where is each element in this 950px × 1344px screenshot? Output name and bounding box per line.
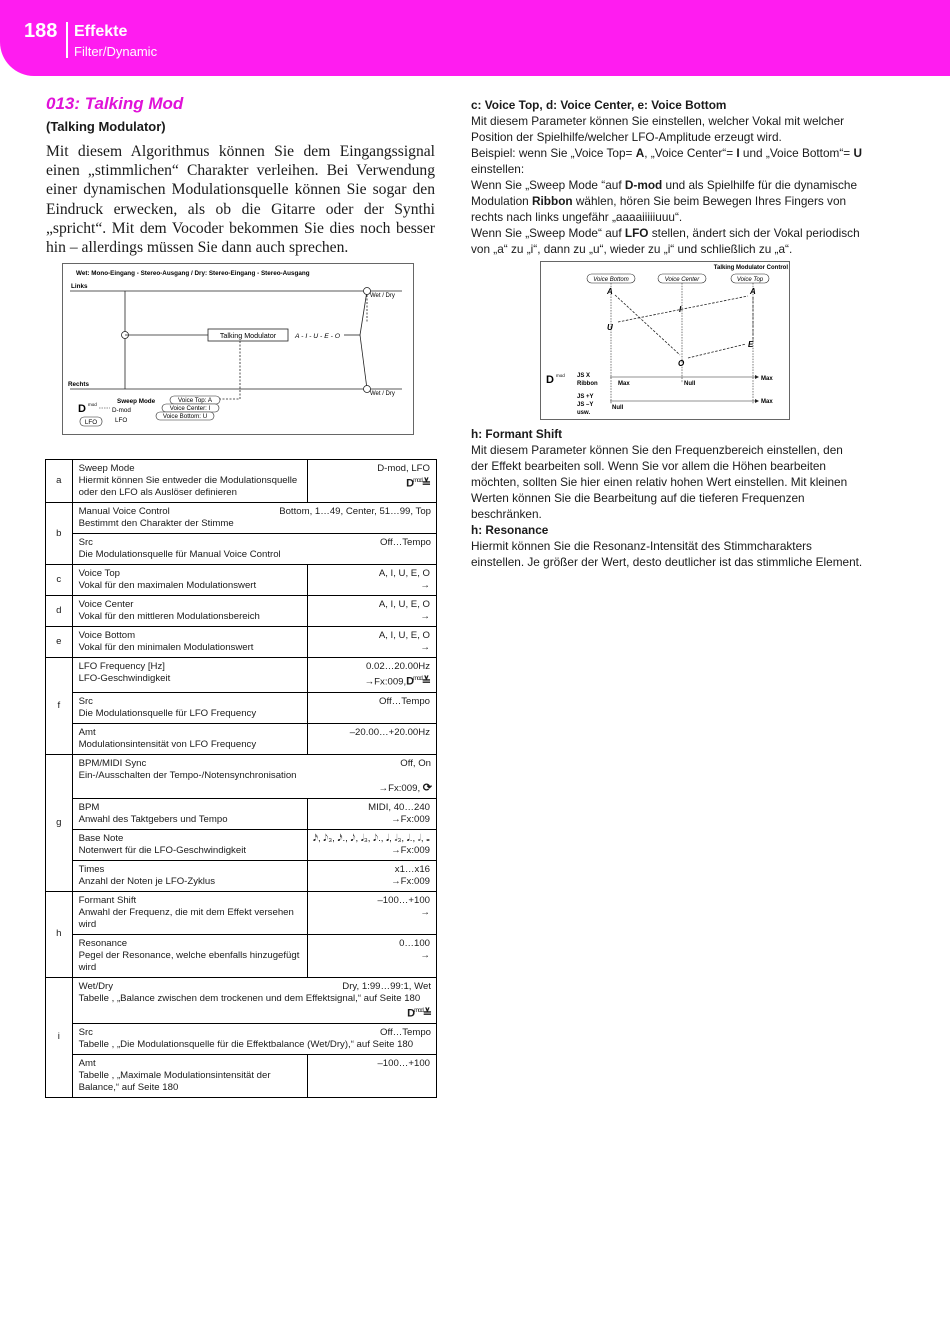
param-value-cell: [307, 692, 436, 723]
parameter-table: [45, 459, 437, 1098]
usw-label: usw.: [577, 410, 591, 416]
chapter-title: Effekte: [74, 23, 128, 40]
table-row: [46, 565, 437, 596]
param-name: Sweep Mode: [78, 463, 135, 474]
table-row: [46, 891, 437, 934]
param-name: Amt: [78, 1058, 96, 1070]
js-plus-y-label: JS +Y: [577, 394, 594, 400]
section-head-voice: c: Voice Top, d: Voice Center, e: Voice Bottom: [471, 98, 727, 112]
param-value: Off…Tempo: [379, 1027, 431, 1039]
param-value-cell: [307, 1055, 436, 1098]
section-head-resonance: h: Resonance: [471, 523, 549, 537]
param-cell: [72, 658, 307, 693]
param-cell: [72, 1024, 436, 1055]
param-value-cell: [307, 565, 436, 596]
param-value: A, I, U, E, O: [378, 630, 430, 641]
param-name: Times: [78, 863, 105, 875]
param-desc: Bestimmt den Charakter der Stimme: [78, 518, 234, 529]
param-letter: d: [46, 596, 73, 627]
param-value-cell: [307, 860, 436, 891]
param-value: A, I, U, E, O: [378, 599, 430, 610]
param-letter: h: [46, 891, 73, 977]
param-value: Off…Tempo: [379, 537, 431, 548]
param-name: Voice Top: [78, 568, 120, 579]
param-extra: →Fx:009,: [364, 676, 407, 688]
talking-modulator-control-diagram: [540, 261, 790, 420]
voice-bottom-pill: Voice Bottom: [593, 277, 629, 283]
table-row: [46, 1024, 437, 1055]
ribbon-label: Ribbon: [577, 381, 598, 387]
table-row: [46, 977, 437, 1024]
param-name: Voice Bottom: [78, 630, 136, 641]
diagram-rechts-label: Rechts: [68, 381, 89, 388]
param-value: MIDI, 40…240: [368, 801, 430, 813]
param-extra: →: [420, 642, 430, 653]
param-value-cell: [307, 829, 436, 860]
param-value: 0.02…20.00Hz: [366, 661, 430, 672]
param-value-cell: [307, 460, 436, 503]
header-banner: [0, 0, 950, 76]
paragraph-resonance: Hiermit können Sie die Resonanz-Intensität des Stimmcharakters einstellen. Je größer der Wert, desto deutlicher ist das stimmliche Element.: [471, 539, 863, 569]
param-desc: Die Modulationsquelle für LFO Frequency: [78, 707, 257, 719]
param-name: LFO Frequency [Hz]: [78, 661, 165, 672]
param-name: Amt: [78, 726, 96, 738]
param-cell: [72, 860, 307, 891]
dmod-icon: $D^{mod}≚$: [407, 1007, 431, 1020]
sweep-mode-label: Sweep Mode: [117, 398, 156, 405]
param-desc: Anwahl der Frequenz, die mit dem Effekt versehen wird: [78, 906, 294, 930]
param-name: Resonance: [78, 937, 128, 949]
param-cell: [72, 692, 307, 723]
param-value: 𝅘𝅥𝅯, 𝅘𝅥𝅮₃, 𝅘𝅥𝅯., 𝅘𝅥𝅮, 𝅘𝅥₃, 𝅘𝅥𝅮., 𝅘𝅥, 𝅗𝅥₃, 𝅘𝅥., 𝅗𝅥, 𝅝: [312, 832, 430, 844]
param-cell: [72, 534, 436, 565]
param-letter: b: [46, 503, 73, 565]
null-label: Null: [684, 381, 696, 387]
table-row: [46, 798, 437, 829]
param-value-cell: [307, 658, 436, 693]
param-letter: f: [46, 658, 73, 755]
right-column-text: [471, 97, 863, 257]
param-value-cell: [307, 627, 436, 658]
null-label-bottom: Null: [612, 405, 624, 411]
table-row: [46, 860, 437, 891]
param-cell: [72, 934, 307, 977]
param-desc: Hiermit können Sie entweder die Modulationsquelle oder den LFO als Auslöser definieren: [78, 475, 298, 498]
param-extra: →: [420, 611, 430, 622]
param-desc: Modulationsintensität von LFO Frequency: [78, 738, 257, 750]
voice-bottom-label: Voice Bottom: U: [162, 413, 208, 420]
param-letter: c: [46, 565, 73, 596]
param-cell: [72, 503, 436, 534]
max-label-left: Max: [618, 381, 630, 387]
subchapter-title: Filter/Dynamic: [74, 44, 158, 59]
param-name: Wet/Dry: [78, 980, 114, 992]
table-row: [46, 534, 437, 565]
param-value-cell: [307, 798, 436, 829]
vowel-e: E: [748, 340, 754, 349]
param-value: A, I, U, E, O: [378, 568, 430, 579]
param-name: Src: [78, 695, 93, 707]
param-name: Base Note: [78, 832, 124, 844]
param-desc: Ein-/Ausschalten der Tempo-/Notensynchronisation: [78, 769, 297, 781]
dmod-icon: $D^{mod}≚$: [406, 675, 430, 688]
paragraph-formant: Mit diesem Parameter können Sie den Frequenzbereich einstellen, den der Effekt bearbeiten soll. Wenn Sie vor allem die Höhen bearbeiten möchten, sollten Sie hier einen relativ hohen Wert einstellen. Mit kleinen Werten können Sie die Bearbeitung auf die tieferen Frequenzen beschränken.: [471, 443, 848, 521]
param-cell: [72, 723, 307, 754]
param-desc: Die Modulationsquelle für Manual Voice Control: [78, 549, 281, 560]
param-value: Dry, 1:99…99:1, Wet: [342, 980, 431, 992]
param-name: Src: [78, 537, 93, 548]
param-cell: [72, 596, 307, 627]
param-desc: Anzahl der Noten je LFO-Zyklus: [78, 875, 216, 887]
param-cell: [72, 977, 436, 1024]
param-desc: Vokal für den minimalen Modulationswert: [78, 642, 254, 653]
voice-top-pill: Voice Top: [736, 277, 764, 283]
param-value: 0…100: [399, 937, 430, 949]
param-letter: i: [46, 977, 73, 1098]
param-value: x1…x16: [394, 863, 430, 875]
param-desc: Tabelle , „Maximale Modulationsintensität der Balance,“ auf Seite 180: [78, 1070, 271, 1094]
param-value: –100…+100: [377, 894, 430, 906]
paragraph-voice-intro: Mit diesem Parameter können Sie einstellen, welcher Vokal mit welcher Position der Spielhilfe/welcher LFO-Amplitude erzeugt wird.: [471, 114, 845, 144]
table-row: [46, 627, 437, 658]
param-extra: →Fx:009,: [378, 782, 421, 794]
table-row: [46, 596, 437, 627]
dmod-label: D-mod: [112, 407, 131, 414]
param-value-cell: [307, 596, 436, 627]
param-name: BPM: [78, 801, 100, 813]
param-desc: Tabelle , „Die Modulationsquelle für die Effektbalance (Wet/Dry),“ auf Seite 180: [78, 1039, 414, 1051]
table-row: [46, 934, 437, 977]
param-desc: Vokal für den mittleren Modulationsbereich: [78, 611, 260, 622]
table-row: [46, 503, 437, 534]
param-desc: Pegel der Resonance, welche ebenfalls hinzugefügt wird: [78, 949, 300, 973]
param-value: Off, On: [400, 757, 431, 769]
param-desc: Vokal für den maximalen Modulationswert: [78, 580, 257, 591]
param-value: –100…+100: [377, 1058, 430, 1070]
diagram-top-label: Wet: Mono-Eingang - Stereo-Ausgang / Dry: Stereo-Eingang - Stereo-Ausgang: [76, 270, 310, 277]
param-cell: [72, 460, 307, 503]
lfo-label: LFO: [115, 417, 128, 424]
max-label-right-1: Max: [761, 376, 773, 382]
lfo-box-label: LFO: [84, 419, 98, 426]
param-value-cell: [307, 934, 436, 977]
page-number: 188: [24, 20, 58, 42]
table-row: [46, 723, 437, 754]
param-name: Voice Center: [78, 599, 134, 610]
header-divider: [66, 22, 68, 58]
param-extra: →: [420, 949, 430, 961]
param-value: D-mod, LFO: [377, 463, 430, 474]
table-row: [46, 754, 437, 798]
param-extra: →: [420, 906, 430, 918]
vowel-a-right: A: [750, 287, 756, 296]
diagram-links-label: Links: [71, 283, 88, 290]
section-head-formant: h: Formant Shift: [471, 427, 563, 441]
param-extra: →Fx:009: [391, 875, 430, 887]
table-row: [46, 692, 437, 723]
table-row: [46, 829, 437, 860]
effect-title: 013: Talking Mod: [46, 94, 184, 113]
param-name: BPM/MIDI Sync: [78, 757, 147, 769]
wet-dry-label-top: Wet / Dry: [370, 293, 395, 299]
table-row: [46, 1055, 437, 1098]
paragraph-example: Beispiel: wenn Sie „Voice Top= A, „Voice Center“= I und „Voice Bottom“= U einstellen:: [471, 146, 862, 176]
voice-top-label: Voice Top: A: [178, 397, 212, 404]
param-extra: →Fx:009: [391, 813, 430, 825]
voice-center-pill: Voice Center: [664, 277, 700, 283]
param-extra: →Fx:009: [391, 844, 430, 856]
param-value: –20.00…+20.00Hz: [349, 726, 430, 738]
param-value: Off…Tempo: [378, 695, 430, 707]
signal-flow-diagram: [62, 263, 414, 435]
param-cell: [72, 798, 307, 829]
js-x-label: JS X: [577, 373, 591, 379]
wet-dry-label-bottom: Wet / Dry: [370, 391, 395, 397]
param-letter: e: [46, 627, 73, 658]
param-letter: a: [46, 460, 73, 503]
param-desc: Notenwert für die LFO-Geschwindigkeit: [78, 844, 246, 856]
param-name: Manual Voice Control: [78, 506, 170, 517]
param-cell: [72, 627, 307, 658]
param-desc: LFO-Geschwindigkeit: [78, 673, 171, 684]
param-extra: →: [420, 580, 430, 591]
param-desc: Anwahl des Taktgebers und Tempo: [78, 813, 228, 825]
vowel-o: O: [678, 359, 685, 368]
paragraph-dmod: Wenn Sie „Sweep Mode “auf D-mod und als Spielhilfe für die dynamische Modulation Ribbon wählen, hören Sie beim Bewegen Ihres Fingers von rechts nach links ungefähr „aaaaiiiiiuuu“.: [471, 178, 858, 224]
param-desc: Tabelle , „Balance zwischen dem trockenen und dem Effektsignal,“ auf Seite 180: [78, 992, 421, 1004]
vowel-a-left: A: [607, 287, 613, 296]
param-cell: [72, 1055, 307, 1098]
effect-intro: Mit diesem Algorithmus können Sie dem Eingangssignal einen „stimmlichen“ Charakter verleihen. Bei Verwendung einer dynamischen Modulationsquelle können Sie sogar den Eindruck erwecken, als ob die Gitarre oder der Synthi „spricht“. Mit dem Vocoder bekommen Sie dies noch besser hin – allerdings müssen Sie dann auch sprechen.: [46, 143, 435, 257]
param-cell: [72, 565, 307, 596]
param-cell: [72, 891, 307, 934]
table-row: [46, 658, 437, 693]
param-value: Bottom, 1…49, Center, 51…99, Top: [279, 506, 431, 517]
param-name: Formant Shift: [78, 894, 137, 906]
voice-center-label: Voice Center: I: [169, 405, 211, 412]
js-minus-y-label: JS –Y: [577, 402, 594, 408]
param-value-cell: [307, 891, 436, 934]
paragraph-lfo: Wenn Sie „Sweep Mode“ auf LFO stellen, ändert sich der Vokal periodisch von „a“ zu „i“, dann zu „u“, wieder zu „i“ und schließlich zu „a“.: [471, 226, 860, 256]
param-letter: g: [46, 754, 73, 891]
dmod-sup: mod: [88, 402, 97, 407]
dmod-icon: D: [78, 403, 86, 415]
vowels-label: A - I - U - E - O: [295, 333, 341, 340]
vowel-u: U: [607, 323, 613, 332]
control-diagram-title: Talking Modulator Control: [713, 265, 788, 271]
talking-modulator-block: Talking Modulator: [219, 331, 277, 340]
right-column-text-lower: [471, 426, 863, 570]
vowel-i: I: [679, 305, 682, 314]
dmod-icon: $D^{mod}≚$: [406, 477, 430, 490]
max-label-right-2: Max: [761, 399, 773, 405]
param-name: Src: [78, 1027, 93, 1039]
param-cell: [72, 754, 436, 798]
sync-icon: ⟳: [422, 781, 431, 794]
param-value-cell: [307, 723, 436, 754]
dmod-sup: mod: [556, 373, 565, 378]
param-cell: [72, 829, 307, 860]
dmod-icon: D: [546, 374, 554, 386]
table-row: [46, 460, 437, 503]
effect-subtitle: (Talking Modulator): [46, 119, 166, 134]
